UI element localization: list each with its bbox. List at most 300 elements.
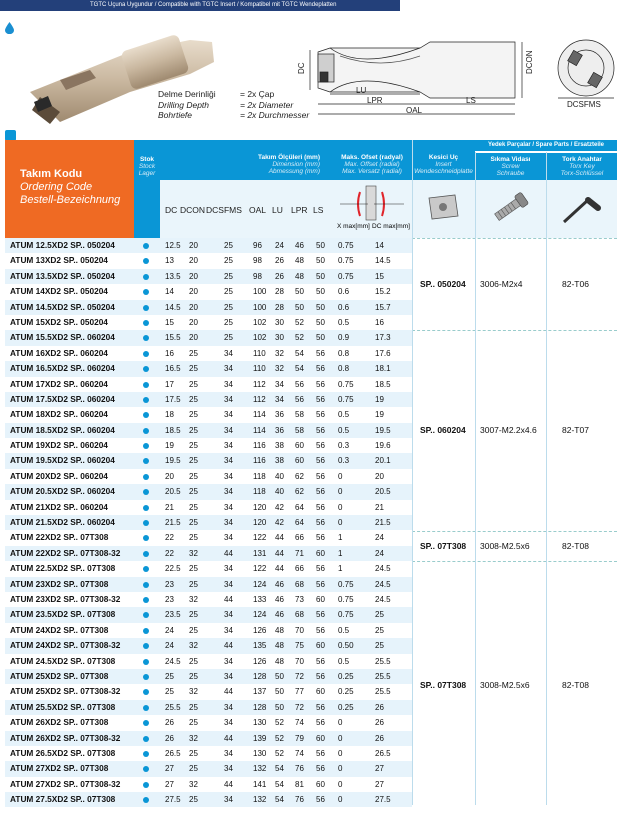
value-cell: 56: [316, 379, 325, 389]
legend-key: Delme Derinliği: [158, 89, 216, 99]
value-cell: 25: [189, 718, 198, 728]
value-cell: 60: [316, 687, 325, 697]
stock-dot-icon: [143, 458, 149, 464]
value-cell: 54: [295, 348, 304, 358]
value-cell: 18.1: [375, 364, 391, 374]
value-cell: 1: [338, 548, 343, 558]
ordering-code-cell: ATUM 26XD2 SP.. 07T308: [10, 717, 109, 728]
value-cell: 34: [224, 487, 233, 497]
value-cell: 21.5: [165, 518, 181, 528]
value-cell: 20.5: [375, 487, 391, 497]
value-cell: 13.5: [165, 271, 181, 281]
value-cell: 20: [189, 256, 198, 266]
ordering-code-cell: ATUM 13.5XD2 SP.. 050204: [10, 270, 115, 281]
value-cell: 52: [275, 718, 284, 728]
value-cell: 122: [253, 564, 267, 574]
value-cell: 25: [224, 241, 233, 250]
value-cell: 0.8: [338, 364, 350, 374]
value-cell: 34: [224, 441, 233, 451]
value-cell: 0.3: [338, 456, 350, 466]
value-cell: 0.75: [338, 241, 354, 250]
value-cell: 48: [275, 625, 284, 635]
value-cell: 50: [275, 687, 284, 697]
ordering-code-cell: ATUM 17XD2 SP.. 060204: [10, 378, 108, 389]
key-code: 82-T06: [562, 279, 589, 290]
value-cell: 73: [295, 594, 304, 604]
value-cell: 135: [253, 641, 267, 651]
spare-parts-group: [412, 531, 617, 563]
column-header-lu: LU: [272, 205, 283, 215]
value-cell: 120: [253, 502, 267, 512]
value-cell: 32: [189, 548, 198, 558]
ordering-code-cell: ATUM 25.5XD2 SP.. 07T308: [10, 701, 116, 712]
value-cell: 60: [316, 779, 325, 789]
column-divider: [546, 152, 547, 805]
value-cell: 64: [295, 518, 304, 528]
ordering-code-en: Ordering Code: [20, 181, 93, 193]
value-cell: 34: [224, 394, 233, 404]
value-cell: 34: [224, 564, 233, 574]
value-cell: 20: [165, 471, 174, 481]
value-cell: 100: [253, 287, 267, 297]
value-cell: 139: [253, 733, 267, 743]
spare-parts-group: [412, 561, 617, 808]
offset-header: Maks. Ofset (radyal) Max. Offset (radial) Max. Versatz (radial): [332, 140, 412, 180]
value-cell: 46: [295, 241, 304, 250]
value-cell: 24.5: [375, 564, 391, 574]
value-cell: 54: [295, 364, 304, 374]
stock-dot-icon: [143, 520, 149, 526]
value-cell: 56: [316, 441, 325, 451]
ordering-code-cell: ATUM 15XD2 SP.. 050204: [10, 316, 108, 327]
value-cell: 56: [316, 671, 325, 681]
value-cell: 34: [224, 471, 233, 481]
value-cell: 0: [338, 502, 343, 512]
legend-value: = 2x Çap: [240, 89, 275, 99]
value-cell: 25: [224, 256, 233, 266]
value-cell: 0.50: [338, 641, 354, 651]
value-cell: 56: [316, 610, 325, 620]
spare-parts-group: [412, 330, 617, 531]
value-cell: 32: [189, 594, 198, 604]
legend-row: [158, 100, 309, 111]
stock-dot-icon: [143, 551, 149, 557]
value-cell: 25: [189, 656, 198, 666]
value-cell: 56: [316, 579, 325, 589]
value-cell: 24.5: [375, 594, 391, 604]
value-cell: 24: [165, 641, 174, 651]
ordering-code-cell: ATUM 26XD2 SP.. 07T308-32: [10, 732, 121, 743]
value-cell: 0.75: [338, 394, 354, 404]
value-cell: 34: [275, 379, 284, 389]
value-cell: 126: [253, 656, 267, 666]
value-cell: 0: [338, 733, 343, 743]
value-cell: 50: [275, 702, 284, 712]
column-header-dcsfms: DCSFMS: [206, 205, 242, 215]
value-cell: 22: [165, 548, 174, 558]
value-cell: 34: [224, 502, 233, 512]
value-cell: 44: [224, 733, 233, 743]
value-cell: 124: [253, 579, 267, 589]
value-cell: 26: [165, 718, 174, 728]
value-cell: 56: [316, 394, 325, 404]
value-cell: 60: [295, 456, 304, 466]
ordering-code-cell: ATUM 27.5XD2 SP.. 07T308: [10, 794, 116, 805]
value-cell: 18.5: [375, 379, 391, 389]
value-cell: 16: [165, 348, 174, 358]
value-cell: 0: [338, 748, 343, 758]
value-cell: 132: [253, 795, 267, 805]
value-cell: 56: [316, 718, 325, 728]
value-cell: 52: [295, 333, 304, 343]
value-cell: 25: [375, 610, 384, 620]
value-cell: 19: [375, 394, 384, 404]
value-cell: 32: [189, 687, 198, 697]
ordering-code-cell: ATUM 14.5XD2 SP.. 050204: [10, 301, 115, 312]
value-cell: 25: [189, 456, 198, 466]
value-cell: 34: [224, 625, 233, 635]
value-cell: 54: [275, 795, 284, 805]
value-cell: 20: [189, 271, 198, 281]
value-cell: 0: [338, 795, 343, 805]
value-cell: 75: [295, 641, 304, 651]
value-cell: 0.5: [338, 317, 350, 327]
value-cell: 0: [338, 487, 343, 497]
value-cell: 56: [316, 702, 325, 712]
value-cell: 74: [295, 718, 304, 728]
legend-value: = 2x Diameter: [240, 99, 294, 110]
value-cell: 26: [165, 733, 174, 743]
ordering-code-cell: ATUM 27XD2 SP.. 07T308-32: [10, 778, 121, 789]
stock-dot-icon: [143, 289, 149, 295]
spare-parts-header: Yedek Parçalar / Spare Parts / Ersatzteile: [475, 140, 617, 151]
value-cell: 56: [295, 394, 304, 404]
stock-dot-icon: [143, 736, 149, 742]
value-cell: 25: [189, 364, 198, 374]
stock-dot-icon: [143, 443, 149, 449]
stock-dot-icon: [143, 505, 149, 511]
ordering-code-cell: ATUM 20.5XD2 SP.. 060204: [10, 486, 115, 497]
value-cell: 76: [295, 764, 304, 774]
key-code: 82-T08: [562, 679, 589, 690]
stock-dot-icon: [143, 351, 149, 357]
value-cell: 26: [375, 733, 384, 743]
value-cell: 40: [275, 487, 284, 497]
value-cell: 50: [316, 256, 325, 266]
value-cell: 34: [224, 379, 233, 389]
value-cell: 102: [253, 317, 267, 327]
value-cell: 44: [275, 564, 284, 574]
stock-dot-icon: [143, 674, 149, 680]
value-cell: 34: [224, 533, 233, 543]
top-banner: TGTC Uçuna Uygundur / Compatible with TGTC Insert / Kompatibel mit TGTC Wendeplatten: [0, 0, 400, 11]
value-cell: 50: [275, 671, 284, 681]
screw-code: 3007-M2.2x4.6: [480, 425, 537, 436]
value-cell: 34: [275, 394, 284, 404]
xmax-header: X max[mm]: [337, 223, 370, 230]
value-cell: 60: [316, 594, 325, 604]
value-cell: 25: [165, 687, 174, 697]
ordering-code-cell: ATUM 19.5XD2 SP.. 060204: [10, 455, 115, 466]
value-cell: 26.5: [165, 748, 181, 758]
value-cell: 25: [375, 641, 384, 651]
ordering-code-cell: ATUM 24.5XD2 SP.. 07T308: [10, 655, 116, 666]
value-cell: 25: [189, 394, 198, 404]
value-cell: 52: [295, 317, 304, 327]
value-cell: 112: [253, 394, 266, 404]
value-cell: 0.25: [338, 687, 354, 697]
dim-dcsfms-label: DCSFMS: [567, 100, 601, 109]
value-cell: 16: [375, 317, 384, 327]
value-cell: 56: [316, 348, 325, 358]
value-cell: 79: [295, 733, 304, 743]
value-cell: 25: [189, 471, 198, 481]
value-cell: 15.5: [165, 333, 181, 343]
value-cell: 24: [375, 533, 384, 543]
ordering-code-cell: ATUM 21.5XD2 SP.. 060204: [10, 517, 115, 528]
stock-dot-icon: [143, 258, 149, 264]
ordering-code-cell: ATUM 17.5XD2 SP.. 060204: [10, 393, 115, 404]
value-cell: 128: [253, 702, 267, 712]
legend-key: Drilling Depth: [158, 99, 210, 110]
value-cell: 132: [253, 764, 267, 774]
value-cell: 27.5: [375, 795, 391, 805]
value-cell: 72: [295, 702, 304, 712]
value-cell: 25: [189, 748, 198, 758]
value-cell: 0.6: [338, 287, 350, 297]
column-header-dcon: DCON: [180, 205, 206, 215]
value-cell: 17.6: [375, 348, 391, 358]
value-cell: 19.5: [375, 425, 391, 435]
value-cell: 34: [224, 348, 233, 358]
value-cell: 128: [253, 671, 267, 681]
dim-dc-label: DC: [297, 62, 306, 74]
value-cell: 50: [316, 302, 325, 312]
dcmax-header: DC max[mm]: [372, 223, 410, 230]
value-cell: 25: [189, 348, 198, 358]
ordering-code-cell: ATUM 25XD2 SP.. 07T308: [10, 670, 109, 681]
value-cell: 21: [165, 502, 174, 512]
value-cell: 74: [295, 748, 304, 758]
value-cell: 34: [224, 364, 233, 374]
stock-dot-icon: [143, 535, 149, 541]
value-cell: 70: [295, 656, 304, 666]
value-cell: 25: [165, 671, 174, 681]
value-cell: 44: [224, 548, 233, 558]
value-cell: 13: [165, 256, 174, 266]
value-cell: 56: [316, 487, 325, 497]
value-cell: 0.5: [338, 625, 350, 635]
stock-dot-icon: [143, 412, 149, 418]
value-cell: 25: [189, 702, 198, 712]
ordering-code-de: Bestell-Bezeichnung: [20, 194, 121, 206]
value-cell: 21.5: [375, 518, 391, 528]
value-cell: 34: [224, 748, 233, 758]
value-cell: 14: [375, 241, 384, 250]
value-cell: 24.5: [375, 579, 391, 589]
value-cell: 56: [295, 379, 304, 389]
ordering-code-cell: ATUM 14XD2 SP.. 050204: [10, 286, 108, 297]
value-cell: 42: [275, 518, 284, 528]
legend-key: Bohrtiefe: [158, 110, 193, 120]
value-cell: 0.75: [338, 271, 354, 281]
value-cell: 27.5: [165, 795, 181, 805]
value-cell: 48: [295, 271, 304, 281]
ordering-code-cell: ATUM 22.5XD2 SP.. 07T308: [10, 563, 116, 574]
torx-key-icon: [560, 190, 604, 228]
value-cell: 66: [295, 564, 304, 574]
value-cell: 0.75: [338, 594, 354, 604]
value-cell: 32: [189, 779, 198, 789]
value-cell: 56: [316, 795, 325, 805]
value-cell: 20: [189, 241, 198, 250]
value-cell: 0.25: [338, 702, 354, 712]
value-cell: 34: [224, 456, 233, 466]
value-cell: 71: [295, 548, 304, 558]
value-cell: 21: [375, 502, 384, 512]
value-cell: 24: [375, 548, 384, 558]
value-cell: 52: [275, 733, 284, 743]
value-cell: 34: [224, 671, 233, 681]
value-cell: 62: [295, 471, 304, 481]
value-cell: 25: [189, 795, 198, 805]
ordering-code-cell: ATUM 24XD2 SP.. 07T308: [10, 624, 109, 635]
value-cell: 0: [338, 764, 343, 774]
dim-dcon-label: DCON: [525, 50, 534, 74]
value-cell: 60: [316, 733, 325, 743]
ordering-code-cell: ATUM 13XD2 SP.. 050204: [10, 255, 108, 266]
dim-lu-label: LU: [356, 86, 367, 95]
value-cell: 116: [253, 441, 266, 451]
value-cell: 56: [316, 533, 325, 543]
value-cell: 25: [224, 271, 233, 281]
value-cell: 34: [224, 425, 233, 435]
value-cell: 44: [275, 548, 284, 558]
value-cell: 0.9: [338, 333, 350, 343]
value-cell: 25: [189, 579, 198, 589]
value-cell: 0: [338, 518, 343, 528]
value-cell: 20: [375, 471, 384, 481]
insert-header: Kesici Uç Insert Wendeschneidplatte: [412, 140, 475, 180]
stock-dot-icon: [143, 335, 149, 341]
value-cell: 50: [316, 317, 325, 327]
value-cell: 56: [316, 625, 325, 635]
value-cell: 52: [275, 748, 284, 758]
value-cell: 46: [275, 579, 284, 589]
value-cell: 130: [253, 718, 267, 728]
value-cell: 64: [295, 502, 304, 512]
value-cell: 15.7: [375, 302, 391, 312]
stock-dot-icon: [143, 320, 149, 326]
ordering-code-cell: ATUM 23XD2 SP.. 07T308: [10, 578, 109, 589]
value-cell: 124: [253, 610, 267, 620]
drill-illustration: [0, 12, 631, 138]
ordering-code-cell: ATUM 16XD2 SP.. 060204: [10, 347, 108, 358]
value-cell: 34: [224, 610, 233, 620]
value-cell: 25.5: [375, 687, 391, 697]
legend-row: [158, 89, 309, 100]
value-cell: 28: [275, 287, 284, 297]
value-cell: 14.5: [375, 256, 391, 266]
insert-code: SP.. 050204: [420, 279, 466, 290]
value-cell: 114: [253, 425, 266, 435]
value-cell: 20: [189, 317, 198, 327]
value-cell: 25: [224, 287, 233, 297]
value-cell: 19.6: [375, 441, 391, 451]
value-cell: 30: [275, 333, 284, 343]
value-cell: 72: [295, 671, 304, 681]
value-cell: 24.5: [165, 656, 181, 666]
stock-dot-icon: [143, 582, 149, 588]
value-cell: 44: [224, 594, 233, 604]
value-cell: 34: [224, 764, 233, 774]
value-cell: 25: [189, 379, 198, 389]
ordering-code-cell: ATUM 12.5XD2 SP.. 050204: [10, 240, 115, 250]
value-cell: 46: [275, 610, 284, 620]
value-cell: 56: [316, 748, 325, 758]
value-cell: 50: [295, 287, 304, 297]
value-cell: 118: [253, 487, 266, 497]
value-cell: 100: [253, 302, 267, 312]
stock-dot-icon: [143, 766, 149, 772]
value-cell: 26: [275, 256, 284, 266]
value-cell: 34: [224, 518, 233, 528]
value-cell: 56: [316, 410, 325, 420]
ordering-code-cell: ATUM 23.5XD2 SP.. 07T308: [10, 609, 116, 620]
value-cell: 0.75: [338, 610, 354, 620]
value-cell: 15: [375, 271, 384, 281]
legend-value: = 2x Durchmesser: [240, 110, 310, 120]
value-cell: 98: [253, 256, 262, 266]
screw-code: 3006-M2x4: [480, 279, 523, 290]
value-cell: 0.75: [338, 579, 354, 589]
stock-dot-icon: [143, 782, 149, 788]
value-cell: 137: [253, 687, 267, 697]
ordering-code-cell: ATUM 20XD2 SP.. 060204: [10, 470, 108, 481]
stock-dot-icon: [143, 597, 149, 603]
value-cell: 1: [338, 564, 343, 574]
value-cell: 24: [275, 241, 284, 250]
value-cell: 27: [375, 779, 384, 789]
ordering-code-cell: ATUM 21XD2 SP.. 060204: [10, 501, 108, 512]
value-cell: 60: [295, 441, 304, 451]
value-cell: 16.5: [165, 364, 181, 374]
value-cell: 19: [165, 441, 174, 451]
stock-header: Stok Stock Lager: [134, 140, 160, 238]
value-cell: 17: [165, 379, 174, 389]
value-cell: 25: [224, 302, 233, 312]
stock-dot-icon: [143, 751, 149, 757]
value-cell: 18: [165, 410, 174, 420]
value-cell: 50: [316, 271, 325, 281]
value-cell: 26: [375, 718, 384, 728]
value-cell: 19: [375, 410, 384, 420]
dim-lpr-label: LPR: [367, 96, 383, 105]
dimension-header: Takım Ölçüleri (mm) Dimension (mm) Abmessung (mm): [160, 140, 332, 180]
value-cell: 0.8: [338, 348, 350, 358]
screw-header: Sıkma Vidası Screw Schraube: [475, 152, 546, 181]
value-cell: 56: [316, 518, 325, 528]
value-cell: 26.5: [375, 748, 391, 758]
value-cell: 44: [224, 687, 233, 697]
value-cell: 14.5: [165, 302, 181, 312]
value-cell: 50: [316, 287, 325, 297]
value-cell: 25: [189, 564, 198, 574]
value-cell: 25: [189, 425, 198, 435]
value-cell: 34: [224, 579, 233, 589]
value-cell: 98: [253, 271, 262, 281]
value-cell: 25.5: [375, 671, 391, 681]
